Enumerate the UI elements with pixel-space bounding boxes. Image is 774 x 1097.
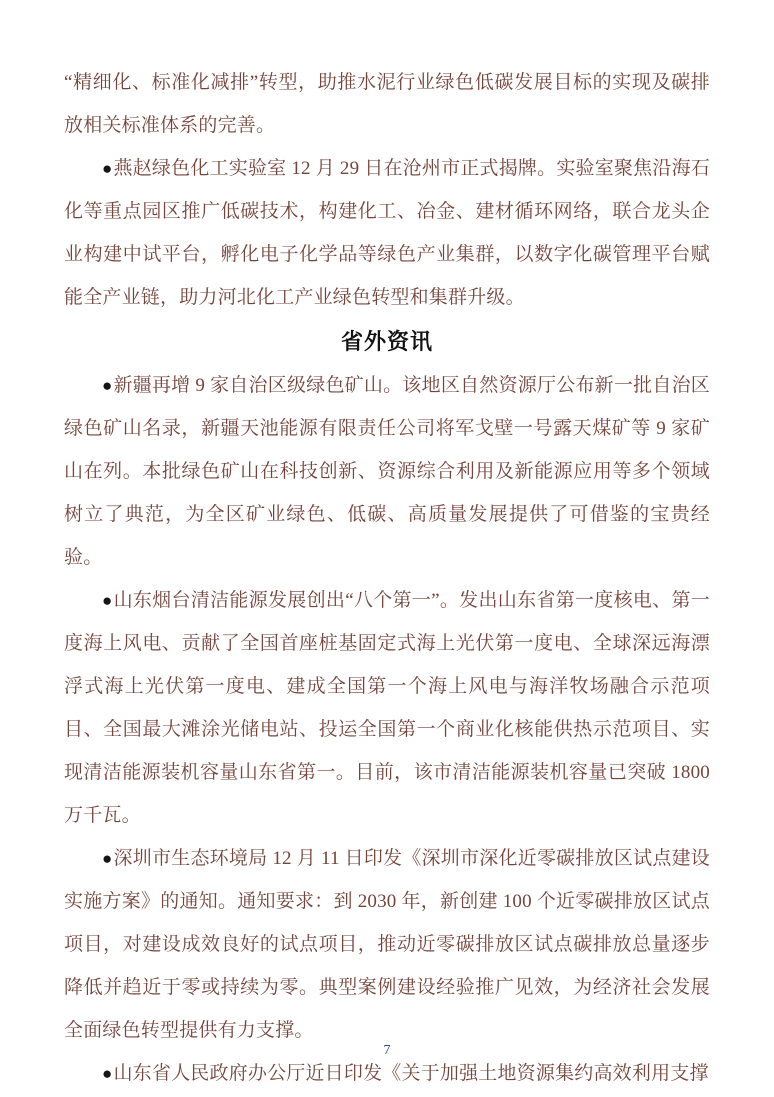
bullet-icon: ●	[102, 376, 113, 395]
paragraph-text: 燕赵绿色化工实验室 12 月 29 日在沧州市正式揭牌。实验室聚焦沿海石化等重点园区推广低碳技术，构建化工、冶金、建材循环网络，联合龙头企业构建中试平台，孵化电子化学品等绿色产业集群，以数字化碳管理平台赋能全产业链，助力河北化工产业绿色转型和集群升级。	[64, 158, 711, 308]
paragraph-bullet-xinjiang-mines	[64, 364, 710, 579]
paragraph-text: 深圳市生态环境局 12 月 11 日印发《深圳市深化近零碳排放区试点建设实施方案》的通知。通知要求：到 2030 年，新创建 100 个近零碳排放区试点项目，对建设成效良好的试点项目，推动近零碳排放区试点碳排放总量逐步降低并趋近于零或持续为零。典型案例建设经验推广见效，为经济社会发展全面绿色转型提供有力支撑。	[64, 848, 711, 1041]
bullet-icon: ●	[102, 591, 113, 610]
section-heading: 省外资讯	[340, 329, 433, 354]
paragraph-bullet-yanzhao-lab	[64, 147, 710, 319]
paragraph-text: 山东省人民政府办公厅近日印发《关于加强土地资源集约高效利用支撑	[113, 1063, 709, 1084]
paragraph-text: “精细化、标准化减排”转型，助推水泥行业绿色低碳发展目标的实现及碳排放相关标准体系的完善。	[64, 72, 710, 136]
paragraph-continuation	[64, 61, 710, 147]
paragraph-text: 新疆再增 9 家自治区级绿色矿山。该地区自然资源厅公布新一批自治区绿色矿山名录，新疆天池能源有限责任公司将军戈壁一号露天煤矿等 9 家矿山在列。本批绿色矿山在科技创新、资源综合利用及新能源应用等多个领域树立了典范，为全区矿业绿色、低碳、高质量发展提供了可借鉴的宝贵经验。	[64, 375, 710, 568]
bullet-icon: ●	[102, 849, 113, 868]
bullet-icon: ●	[102, 1064, 113, 1083]
page-number: 7	[383, 1043, 391, 1058]
paragraph-text: 山东烟台清洁能源发展创出“八个第一”。发出山东省第一度核电、第一度海上风电、贡献了全国首座桩基固定式海上光伏第一度电、全球深远海漂浮式海上光伏第一度电、建成全国第一个海上风电与海洋牧场融合示范项目、全国最大滩涂光储电站、投运全国第一个商业化核能供热示范项目、实现清洁能源装机容量山东省第一。目前，该市清洁能源装机容量已突破 1800 万千瓦。	[64, 590, 710, 826]
paragraph-bullet-yantai-energy	[64, 579, 710, 837]
paragraph-bullet-shenzhen-plan	[64, 837, 710, 1052]
bullet-icon: ●	[102, 159, 113, 178]
